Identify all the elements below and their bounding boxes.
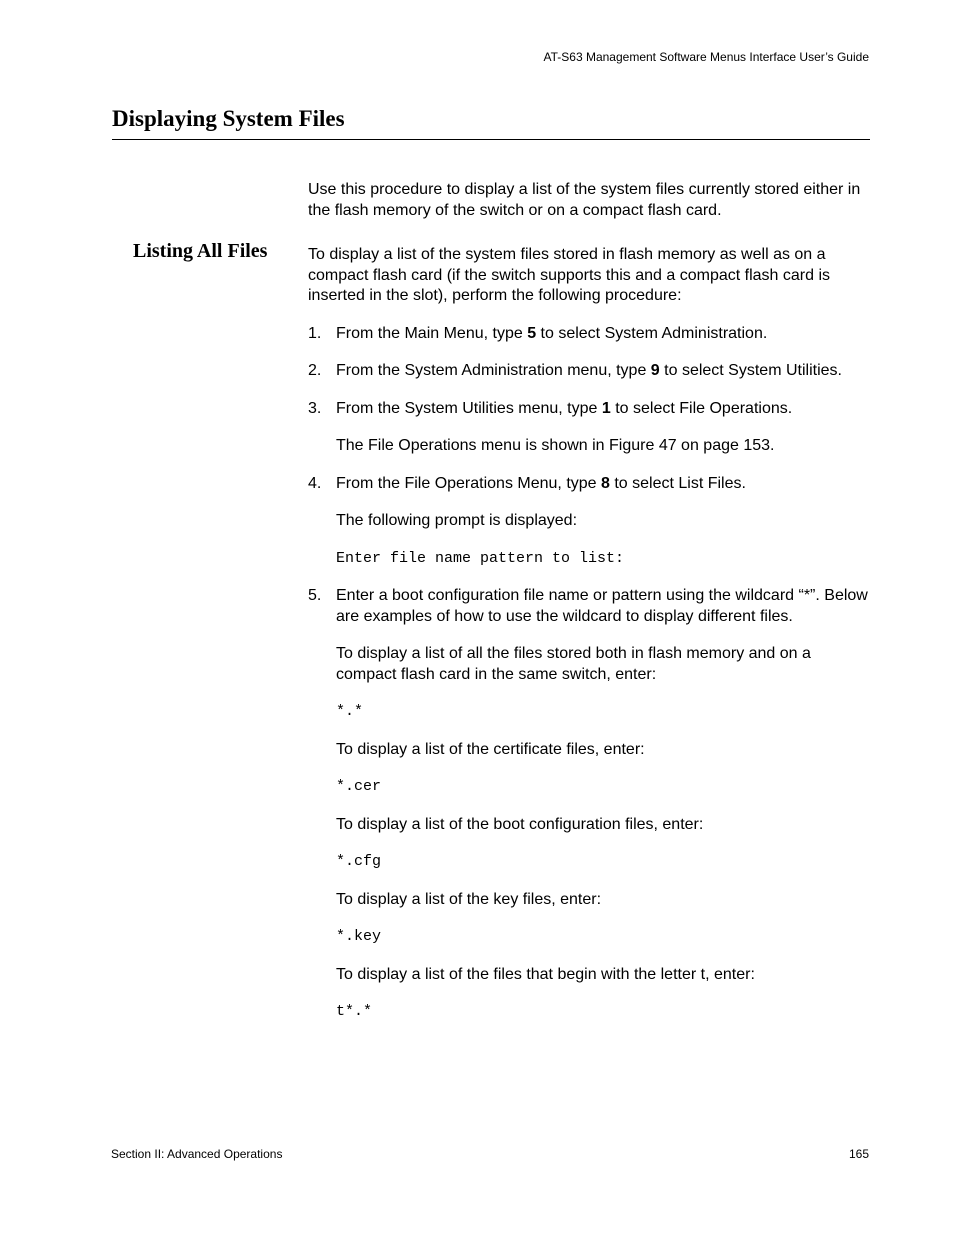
section-lead-paragraph: To display a list of the system files stored in flash memory as well as on a compact flash card (if the switch supports this and a compact flash card is inserted in the slot), perform the following procedure: (308, 246, 831, 304)
step-content (336, 586, 873, 1023)
page-number: 165 (848, 1147, 869, 1161)
body-content (308, 180, 873, 1040)
example-code: t*.* (336, 1003, 373, 1020)
example-code: *.* (336, 703, 364, 720)
step-text: From the System Administration menu, type 9 to select System Utilities. (336, 362, 842, 379)
menu-key: 9 (650, 362, 660, 379)
step-text: From the System Utilities menu, type 1 to select File Operations. (336, 399, 793, 417)
section-heading: Listing All Files (133, 240, 268, 262)
step-content (336, 361, 873, 382)
step-5 (308, 586, 873, 1023)
example-code: *.cfg (336, 853, 382, 870)
step-text: From the Main Menu, type 5 to select System Administration. (336, 324, 768, 342)
step-1 (308, 324, 873, 345)
step-note: The following prompt is displayed: (336, 512, 578, 529)
step-content (336, 474, 873, 570)
step-3 (308, 399, 873, 457)
example-description: To display a list of the key files, enter: (336, 890, 602, 908)
page-title: Displaying System Files (112, 106, 345, 131)
step-number: 3. (308, 399, 322, 417)
running-header: AT-S63 Management Software Menus Interface User’s Guide (543, 50, 869, 64)
example-description: To display a list of the files that begin with the letter t, enter: (336, 965, 755, 983)
example-description: To display a list of all the files stored both in flash memory and on a compact flash card in the same switch, enter: (336, 645, 811, 683)
intro-paragraph: Use this procedure to display a list of the system files currently stored either in the flash memory of the switch or on a compact flash card. (308, 181, 861, 219)
step-note: The File Operations menu is shown in Figure 47 on page 153. (336, 437, 775, 454)
prompt-code: Enter file name pattern to list: (336, 549, 625, 567)
footer-section: Section II: Advanced Operations (111, 1147, 283, 1161)
title-rule (112, 139, 870, 140)
step-number: 1. (308, 324, 322, 342)
step-number: 4. (308, 474, 322, 492)
step-2 (308, 361, 873, 382)
step-text: From the File Operations Menu, type 8 to select List Files. (336, 474, 746, 492)
step-number: 5. (308, 587, 322, 604)
step-4 (308, 474, 873, 570)
step-text: Enter a boot configuration file name or pattern using the wildcard “*”. Below are examples of how to use the wildcard to display different files. (336, 587, 868, 625)
menu-key: 8 (601, 474, 610, 492)
example-description: To display a list of the certificate files, enter: (336, 740, 645, 758)
step-content (336, 399, 873, 457)
example-code: *.cer (336, 778, 382, 795)
menu-key: 5 (527, 324, 537, 342)
menu-key: 1 (601, 399, 611, 417)
step-number: 2. (308, 362, 322, 379)
step-content (336, 324, 873, 345)
example-description: To display a list of the boot configuration files, enter: (336, 815, 704, 833)
example-code: *.key (336, 928, 382, 945)
